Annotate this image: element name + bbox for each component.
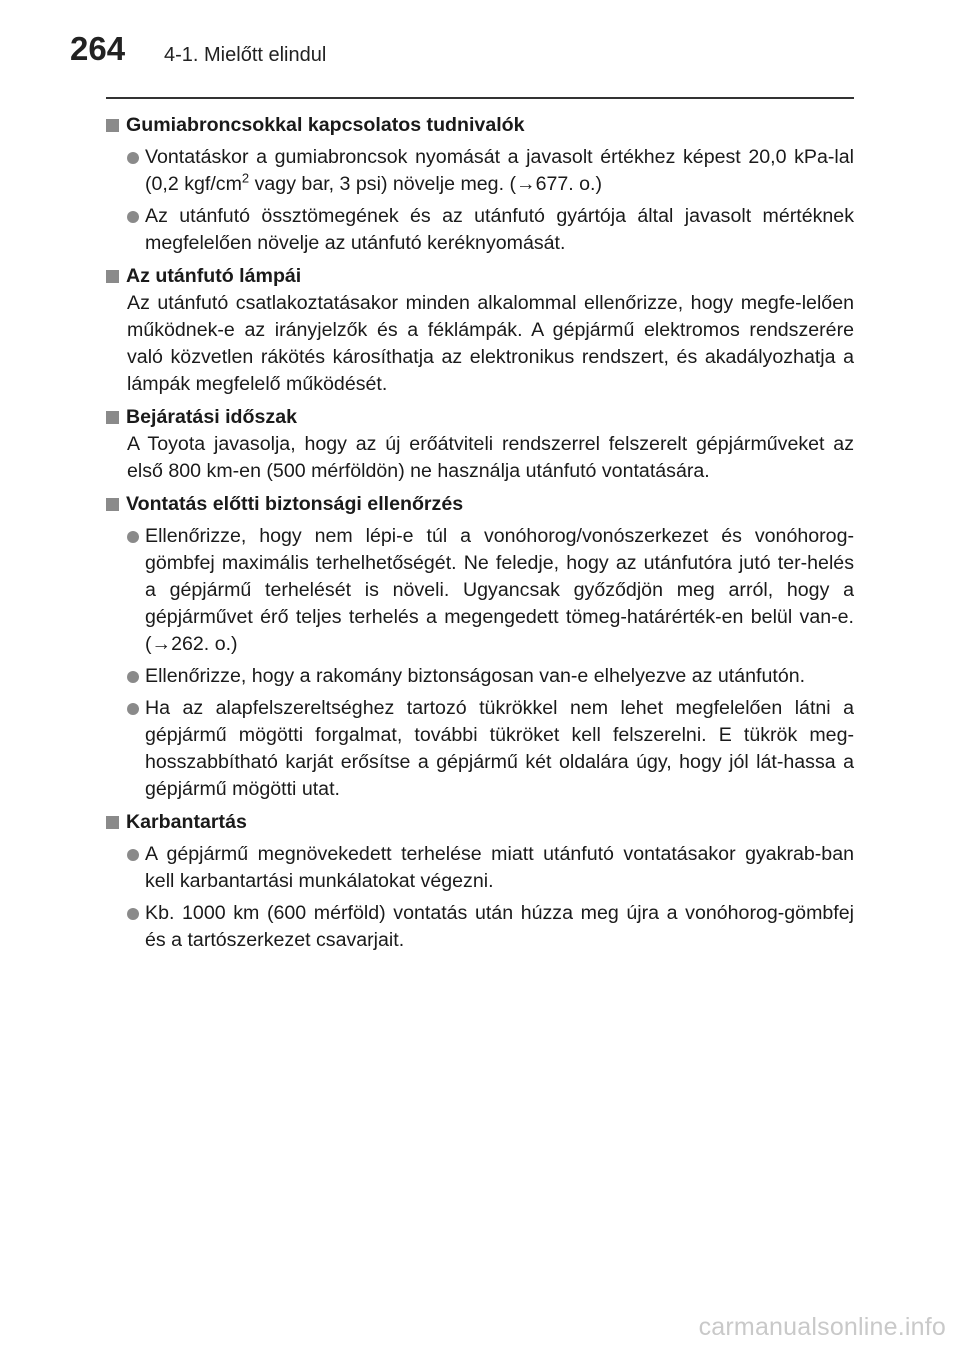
round-bullet-icon xyxy=(127,531,139,543)
list-item-text: Kb. 1000 km (600 mérföld) vontatás után húzza meg újra a vonóhorog-gömbfej és a tartószerkezet csavarjait. xyxy=(145,902,854,951)
square-bullet-icon xyxy=(106,411,119,424)
square-bullet-icon xyxy=(106,816,119,829)
section-heading xyxy=(106,112,854,139)
section-break-in xyxy=(106,404,854,485)
round-bullet-icon xyxy=(127,908,139,920)
round-bullet-icon xyxy=(127,671,139,683)
section-tire-info xyxy=(106,112,854,257)
list-item-text: Vontatáskor a gumiabroncsok nyomását a javasolt értékhez képest 20,0 kPa-lal (0,2 kgf/$cm^2$ vagy bar, 3 psi) növelje meg. (→677. o.) xyxy=(145,146,854,195)
list-item-text: Ellenőrizze, hogy nem lépi-e túl a vonóhorog/vonószerkezet és vonóhorog-gömbfej maximális terhelhetőségét. Ne feledje, hogy az utánfutóra jutó ter-helés a gépjármű terhelését is növeli. Ugyancsak győződjön meg arról, hogy a gépjárművet érő teljes terhelés a megengedett tömeg-határérték-en belül van-e. (→262. o.) xyxy=(145,525,854,655)
watermark: carmanualsonline.info xyxy=(698,1313,946,1341)
section-heading xyxy=(106,404,854,431)
list-item-text: Az utánfutó össztömegének és az utánfutó gyártója által javasolt mértéknek megfelelően növelje az utánfutó keréknyomását. xyxy=(145,205,854,254)
section-heading xyxy=(106,491,854,518)
page-content xyxy=(106,106,854,954)
section-trailer-lights xyxy=(106,263,854,398)
round-bullet-icon xyxy=(127,211,139,223)
section-heading-text: Karbantartás xyxy=(126,811,247,833)
section-paragraph: Az utánfutó csatlakoztatásakor minden alkalommal ellenőrizze, hogy megfe-lelően működnek-e az irányjelzők és a féklámpák. A gépjármű elektromos rendszerére való közvetlen rákötés károsíthatja az elektronikus rendszert, és akadályozhatja a lámpák megfelelő működését. xyxy=(127,292,854,395)
list-item xyxy=(106,523,854,658)
list-item-text: A gépjármű megnövekedett terhelése miatt utánfutó vontatásakor gyakrab-ban kell karbantartási munkálatokat végezni. xyxy=(145,843,854,892)
round-bullet-icon xyxy=(127,152,139,164)
section-heading xyxy=(106,809,854,836)
page-number: 264 xyxy=(70,30,126,67)
list-item-text: Ellenőrizze, hogy a rakomány biztonságosan van-e elhelyezve az utánfutón. xyxy=(145,665,806,687)
section-heading-text: Vontatás előtti biztonsági ellenőrzés xyxy=(126,493,464,515)
chapter-title: 4-1. Mielőtt elindul xyxy=(164,44,327,66)
square-bullet-icon xyxy=(106,270,119,283)
section-maintenance xyxy=(106,809,854,954)
list-item xyxy=(106,841,854,895)
list-item xyxy=(106,663,854,690)
header-divider xyxy=(106,97,854,99)
list-item xyxy=(106,144,854,198)
list-item xyxy=(106,900,854,954)
section-heading-text: Az utánfutó lámpái xyxy=(126,265,302,287)
round-bullet-icon xyxy=(127,703,139,715)
section-safety-check xyxy=(106,491,854,803)
list-item-text: Ha az alapfelszereltséghez tartozó tükrökkel nem lehet megfelelően látni a gépjármű mögötti forgalmat, további tükröket kell felszerelni. E tükrök meg-hosszabbítható karját erősítse a gépjármű két oldalára úgy, hogy jól lát-hassa a gépjármű mögötti utat. xyxy=(145,697,854,800)
round-bullet-icon xyxy=(127,849,139,861)
section-paragraph: A Toyota javasolja, hogy az új erőátviteli rendszerrel felszerelt gépjárműveket az első 800 km-en (500 mérföldön) ne használja utánfutó vontatására. xyxy=(127,433,854,482)
list-item xyxy=(106,695,854,803)
section-heading xyxy=(106,263,854,290)
square-bullet-icon xyxy=(106,498,119,511)
square-bullet-icon xyxy=(106,119,119,132)
section-heading-text: Bejáratási időszak xyxy=(126,406,297,428)
section-heading-text: Gumiabroncsokkal kapcsolatos tudnivalók xyxy=(126,114,525,136)
list-item xyxy=(106,203,854,257)
